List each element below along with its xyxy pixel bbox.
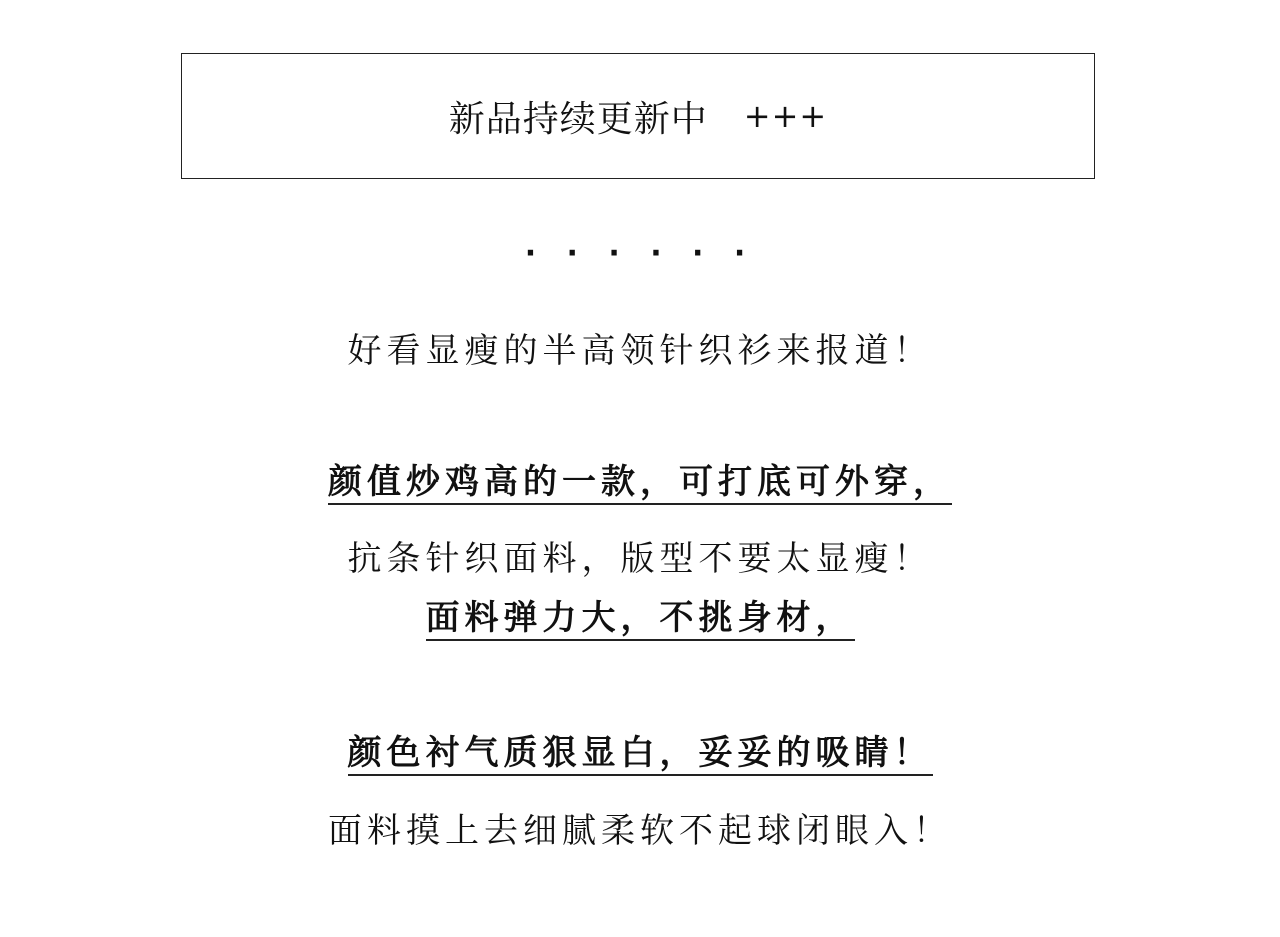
dot-divider: · · · · · · xyxy=(524,236,756,271)
description-line-2 xyxy=(0,462,1280,505)
description-text: 面料摸上去细腻柔软不起球闭眼入！ xyxy=(328,811,952,851)
highlight-text: 颜色衬气质狠显白，妥妥的吸睛！ xyxy=(348,735,933,776)
banner-plus: +++ xyxy=(743,97,828,135)
description-line-5 xyxy=(0,733,1280,776)
banner-title: 新品持续更新中 xyxy=(448,98,708,140)
description-text: 好看显瘦的半高领针织衫来报道！ xyxy=(347,331,933,371)
description-line-3 xyxy=(0,531,1280,580)
highlight-text: 颜值炒鸡高的一款，可打底可外穿， xyxy=(328,464,952,505)
announcement-banner xyxy=(181,53,1095,179)
description-line-1 xyxy=(0,323,1280,372)
description-line-6 xyxy=(0,803,1280,852)
highlight-text: 面料弹力大，不挑身材， xyxy=(426,600,855,641)
description-text: 抗条针织面料，版型不要太显瘦！ xyxy=(347,539,933,579)
description-line-4 xyxy=(0,598,1280,641)
